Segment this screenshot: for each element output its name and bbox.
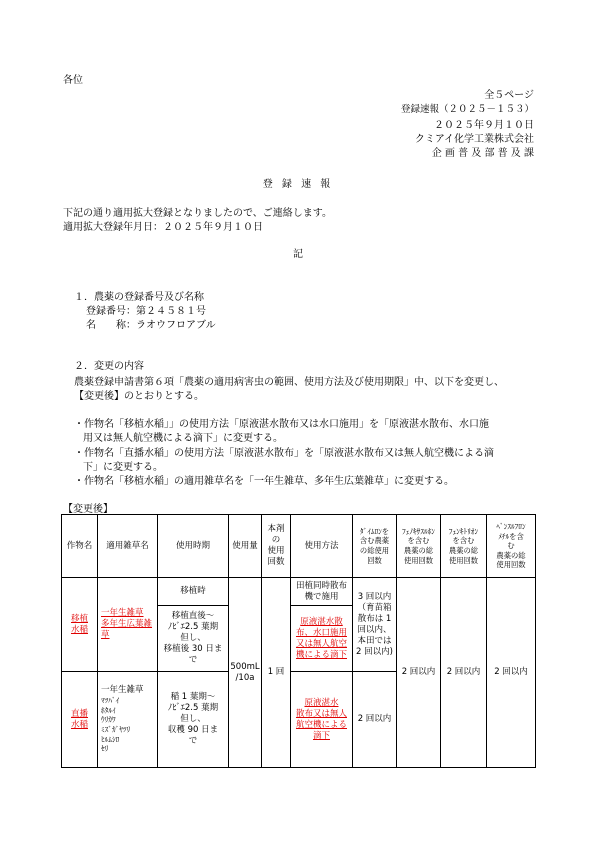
- header-dimuron: ﾀﾞｲﾑﾛﾝを 含む農薬 の総使用 回数: [353, 515, 397, 578]
- bullet-1-line-1: ・作物名「移植水稲」」の使用方法「原液湛水散布又は水口施用」を「原液湛水散布、水口施: [74, 419, 489, 430]
- timing-direct-seeded: 稲 1 葉期～ ﾉﾋﾞｴ2.5 葉期 但し、 収穫 90 日ま で: [158, 672, 229, 768]
- header-weed: 適用雑草名: [98, 515, 158, 578]
- header-method: 使用方法: [291, 515, 353, 578]
- table-row: [62, 578, 536, 606]
- section2-body-1: 農薬登録申請書第６項「農薬の適用病害虫の範囲、使用方法及び使用期限」中、以下を変更し、: [74, 377, 504, 388]
- header-fenoxasulfone: ﾌｪﾉｷｻｽﾙﾎﾝ を含む 農薬の総 使用回数: [397, 515, 441, 578]
- header-times: 本剤 の 使用 回数: [262, 515, 291, 578]
- company-name: クミアイ化学工業株式会社: [414, 134, 534, 145]
- section2-body-2: 【変更後】のとおりとする。: [74, 391, 204, 402]
- crop-direct-seeded-rice: 直播 水稲: [62, 672, 98, 768]
- section1-heading: １．農薬の登録番号及び名称: [74, 292, 204, 303]
- registration-number: 登録番号：第２４５８１号: [86, 306, 206, 317]
- issue-date: ２０２５年９月１０日: [434, 120, 534, 131]
- bensulfuron-cell: 2 回以内: [487, 578, 536, 768]
- timing-at-transplant: 移植時: [158, 578, 229, 606]
- crop-transplanted-rice: 移植 水稲: [62, 578, 98, 672]
- intro-line-1: 下記の通り適用拡大登録となりましたので、ご連絡します。: [63, 208, 332, 219]
- page-count: 全５ページ: [484, 90, 534, 101]
- method-transplanted-changed: 原液湛水散 布、水口施用 又は無人航空 機による滴下: [291, 606, 353, 672]
- bullet-2-line-2: 下」に変更する。: [83, 462, 163, 473]
- weed-direct-seeded: 一年生雑草 ﾏﾂﾊﾞｲ ﾎﾀﾙｲ ｳﾘｶﾜ ﾐｽﾞｶﾞﾔﾂﾘ ﾋﾙﾑｼﾛ ｾﾘ: [98, 672, 158, 768]
- document-title: 登 録 速 報: [262, 179, 334, 190]
- times-cell: 1 回: [262, 578, 291, 768]
- bullet-3-line-1: ・作物名「移植水稲」の適用雑草名を「一年生雑草、多年生広葉雑草」に変更する。: [74, 476, 454, 487]
- section2-heading: ２．変更の内容: [74, 361, 144, 372]
- header-crop: 作物名: [62, 515, 98, 578]
- ki-mark: 記: [293, 249, 303, 260]
- registration-table: [61, 514, 536, 768]
- bulletin-number: 登録速報（２０２５－１５３）: [400, 104, 534, 115]
- department: 企 画 普 及 部 普 及 課: [431, 148, 534, 159]
- dimuron-transplanted: 3 回以内 （育苗箱 散布は 1 回以内、 本田では 2 回以内): [353, 578, 397, 672]
- amount-cell: 500mL /10a: [229, 578, 262, 768]
- addressee: 各位: [63, 75, 83, 86]
- fenoxasulfone-cell: 2 回以内: [397, 578, 441, 768]
- method-direct-seeded-changed: 原液湛水 散布又は無人 航空機による 滴下: [291, 672, 353, 768]
- bullet-2-line-1: ・作物名「直播水稲」の使用方法「原液湛水散布」を「原液湛水散布又は無人航空機による滴: [74, 448, 494, 459]
- header-bensulfuron: ﾍﾞﾝｽﾙﾌﾛﾝ ﾒﾁﾙを含 む 農薬の総 使用回数: [487, 515, 536, 578]
- weed-transplanted: 一年生雑草 多年生広葉雑 草: [98, 578, 158, 672]
- table-label: 【変更後】: [63, 504, 113, 515]
- header-amount: 使用量: [229, 515, 262, 578]
- table-header-row: [62, 515, 536, 578]
- dimuron-direct-seeded: 2 回以内: [353, 672, 397, 768]
- header-timing: 使用時期: [158, 515, 229, 578]
- product-name: 名 称：ラオウフロアブル: [86, 320, 216, 331]
- intro-line-2: 適用拡大登録年月日：２０２５年９月１０日: [63, 222, 263, 233]
- method-simultaneous: 田植同時散布 機で施用: [291, 578, 353, 606]
- header-fenquinotrione: ﾌｪﾝｷﾄﾘｵﾝ を含む 農薬の総 使用回数: [441, 515, 487, 578]
- timing-after-transplant: 移植直後～ ﾉﾋﾞｴ2.5 葉期 但し、 移植後 30 日ま で: [158, 606, 229, 672]
- bullet-1-line-2: 用又は無人航空機による滴下」に変更する。: [83, 433, 283, 444]
- fenquinotrione-cell: 2 回以内: [441, 578, 487, 768]
